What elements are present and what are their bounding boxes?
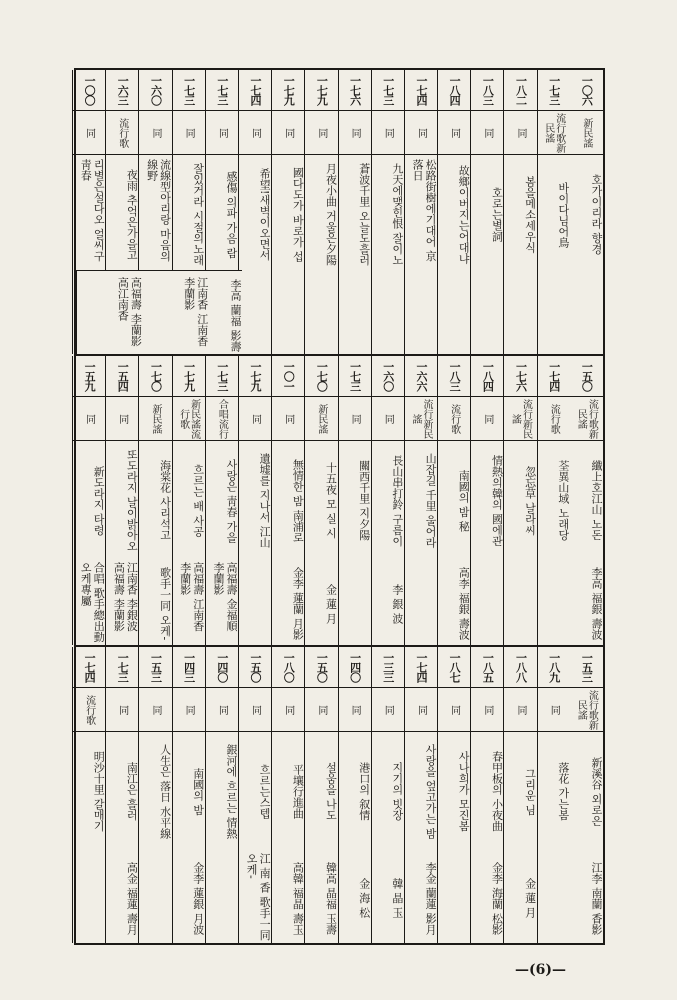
record-number: 一七〇 <box>149 361 163 391</box>
table-column <box>371 356 404 645</box>
song-title: 情熱의韓의 國에관 <box>471 440 503 556</box>
song-title: 海棠花 사리석고 <box>139 440 171 556</box>
singer-credit <box>471 556 503 645</box>
record-number: 一八八 <box>514 652 528 682</box>
record-number: 一四三 <box>182 652 196 682</box>
song-title: 國다도가 바로가 섭 <box>272 154 304 270</box>
singer-credit: 高福壽 江南香 李蘭影 <box>178 562 205 632</box>
song-title: 人生은 落日 水平線 <box>139 731 171 847</box>
singer-credit: 金 蓮 月 <box>324 583 338 624</box>
table-column <box>238 647 271 943</box>
record-number: 一六〇 <box>381 361 395 391</box>
singer-credit: 江南香 李銀波 高福壽 李蘭影 <box>112 562 139 632</box>
record-number: 一八四 <box>481 361 495 391</box>
genre-label: 同 <box>438 110 470 155</box>
song-catalog-table <box>74 68 605 945</box>
song-title: 사랑을 엎고가는 밤 <box>405 731 437 847</box>
table-column <box>371 70 404 354</box>
song-title: 호로는별詞 <box>471 154 503 270</box>
singer-credit: 金李 蓮蘭 月影 <box>291 567 305 640</box>
singer-credit <box>372 270 404 354</box>
record-number: 一八二 <box>514 75 528 105</box>
singer-credit-group: 李高 蘭福 影壽 <box>76 270 242 354</box>
record-number: 一六〇 <box>149 75 163 105</box>
song-title: 明沙十里 갈매기 <box>73 731 105 847</box>
record-number: 一五〇 <box>580 361 594 391</box>
genre-label: 流行歌 <box>438 396 470 441</box>
record-number: 一五四 <box>116 361 130 391</box>
record-number: 一六三 <box>116 75 130 105</box>
table-column <box>537 647 570 943</box>
record-number: 一四〇 <box>348 652 362 682</box>
genre-label: 同 <box>206 687 238 732</box>
record-number: 一七九 <box>182 361 196 391</box>
record-number: 一七六 <box>514 361 528 391</box>
singer-credit <box>504 270 536 354</box>
genre-label: 流行歌 <box>73 687 105 732</box>
song-title: 흐르는 배 사공 <box>173 440 205 556</box>
song-title: 平壤行進曲 <box>272 731 304 847</box>
singer-credit <box>570 270 603 354</box>
genre-label: 同 <box>106 687 138 732</box>
table-column <box>437 70 470 354</box>
table-column <box>570 356 603 645</box>
record-number: 一八四 <box>448 75 462 105</box>
singer-credit <box>438 847 470 943</box>
record-number: 一七三 <box>182 75 196 105</box>
record-number: 一七九 <box>315 75 329 105</box>
song-title: 無情한 밤 南浦로 <box>272 440 304 556</box>
singer-credit: 金李 海蘭 松影 <box>490 861 504 935</box>
singer-credit: 金李 蓮銀 月波 <box>191 861 205 935</box>
genre-label: 同 <box>73 396 105 441</box>
singer-credit <box>305 270 337 354</box>
song-title: 落花 가는봄 <box>538 731 570 847</box>
genre-label: 流行歌新民謠 <box>570 687 603 732</box>
singer-credit: 高福壽 金福順 李蘭影 <box>211 562 238 632</box>
table-column <box>404 647 437 943</box>
record-number: 一五〇 <box>249 652 263 682</box>
song-title: 山잡길 千里 울어라 <box>405 440 437 556</box>
table-column <box>138 356 171 645</box>
record-number: 一七三 <box>381 75 395 105</box>
record-number: 一七三 <box>215 361 229 391</box>
genre-label: 同 <box>239 687 271 732</box>
singer-credit <box>504 556 536 645</box>
song-title: 春甲板의 小夜曲 <box>471 731 503 847</box>
genre-label: 流行新民謠 <box>405 396 437 441</box>
table-band-middle <box>76 356 603 647</box>
record-number: 一七九 <box>249 361 263 391</box>
table-column <box>570 647 603 943</box>
genre-label: 新民謠 <box>305 396 337 441</box>
genre-label: 同 <box>471 110 503 155</box>
record-number: 一七四 <box>414 652 428 682</box>
table-column <box>138 647 171 943</box>
record-number: 一七三 <box>215 75 229 105</box>
singer-credit <box>339 270 371 354</box>
genre-label: 同 <box>73 110 105 155</box>
singer-credit: 江李 南蘭 香影 <box>590 861 603 935</box>
genre-label: 新民謠 <box>139 396 171 441</box>
genre-label: 同 <box>305 687 337 732</box>
singer-credit: 金 海 松 <box>357 878 371 918</box>
record-number: 一〇一 <box>282 361 296 391</box>
table-column <box>271 356 304 645</box>
genre-label: 流行新民謠 <box>504 396 536 441</box>
song-title: 蒼波千里 오늘도흘러 <box>339 154 371 270</box>
genre-label: 同 <box>339 687 371 732</box>
table-column <box>172 356 205 645</box>
table-column <box>304 356 337 645</box>
table-column <box>172 647 205 943</box>
genre-label: 同 <box>405 110 437 155</box>
genre-label: 同 <box>339 396 371 441</box>
table-column <box>537 356 570 645</box>
genre-label: 新民謠 <box>570 110 603 155</box>
singer-credit <box>538 270 570 354</box>
genre-label: 流行歌 <box>106 110 138 155</box>
singer-credit <box>139 847 171 943</box>
record-number: 一五九 <box>83 361 97 391</box>
record-number: 一〇〇 <box>83 75 97 105</box>
record-number: 一七三 <box>547 75 561 105</box>
genre-label: 同 <box>372 687 404 732</box>
record-number: 一八三 <box>481 75 495 105</box>
record-number: 一五〇 <box>315 652 329 682</box>
song-title: 十五夜 모 실 시 <box>305 440 337 556</box>
table-column <box>72 647 105 943</box>
song-title: 新도라지 타령 <box>73 440 105 556</box>
genre-label: 同 <box>372 396 404 441</box>
record-number: 一八九 <box>547 652 561 682</box>
table-column <box>105 647 138 943</box>
genre-label: 同 <box>139 687 171 732</box>
genre-label: 同 <box>405 687 437 732</box>
song-title: 夜雨 추억은가을고 <box>106 154 138 270</box>
singer-credit: 合唱 歌手總出動 오케專屬 <box>79 562 106 643</box>
genre-label: 同 <box>272 396 304 441</box>
singer-credit <box>73 847 105 943</box>
song-title: 잘있거라 시절의노래 <box>173 154 205 270</box>
genre-label: 流行歌 <box>538 396 570 441</box>
genre-label: 合唱流行 <box>206 396 238 441</box>
singer-credit: 李金 蘭蓮 影月 <box>424 861 438 935</box>
song-title: 纖上호江山 노돈 <box>570 440 603 556</box>
table-column <box>338 356 371 645</box>
table-band-bottom <box>76 647 603 943</box>
song-title: 바이다님어鳥 <box>538 154 570 270</box>
record-number: 一七三 <box>348 361 362 391</box>
record-number: 一七三 <box>116 652 130 682</box>
record-number: 一六六 <box>414 361 428 391</box>
table-column <box>338 70 371 354</box>
song-title: 호가이리라 향경 <box>570 154 603 270</box>
singer-credit <box>405 270 437 354</box>
page-number: —(6)— <box>515 962 566 978</box>
singer-credit <box>206 847 238 943</box>
table-column <box>271 647 304 943</box>
table-column <box>271 70 304 354</box>
table-column <box>470 647 503 943</box>
genre-label: 同 <box>471 396 503 441</box>
record-number: 一四〇 <box>215 652 229 682</box>
genre-label: 流行歌新民謠 <box>538 110 570 155</box>
record-number: 一七〇 <box>315 361 329 391</box>
genre-label: 同 <box>471 687 503 732</box>
table-column <box>304 647 337 943</box>
genre-label: 同 <box>173 687 205 732</box>
record-number: 一五三 <box>580 652 594 682</box>
record-number: 一七九 <box>282 75 296 105</box>
song-title: 사랑은 靑春 가을 <box>206 440 238 556</box>
record-number: 一七四 <box>83 652 97 682</box>
table-column <box>570 70 603 354</box>
singer-credit <box>239 556 271 645</box>
song-title: 南國의 밤 <box>173 731 205 847</box>
record-number: 一七四 <box>249 75 263 105</box>
table-column <box>503 70 536 354</box>
singer-credit <box>405 556 437 645</box>
song-title: 感傷 의파 가음 람 <box>206 154 238 270</box>
singer-credit: 金 蓮 月 <box>523 878 537 918</box>
singer-credit: 李高 福銀 壽波 <box>590 567 603 640</box>
genre-label: 同 <box>504 110 536 155</box>
song-title: 荃異山域 노래당 <box>538 440 570 556</box>
record-number: 一八七 <box>448 652 462 682</box>
song-title: 忽忘草 날라씨 <box>504 440 536 556</box>
record-number: 一七六 <box>348 75 362 105</box>
table-band-top <box>76 70 603 356</box>
song-title: 그리운 님 <box>504 731 536 847</box>
song-title: 遺墟를 지나서 江山 <box>239 440 271 556</box>
table-column <box>205 647 238 943</box>
table-column <box>238 356 271 645</box>
singer-credit <box>538 556 570 645</box>
singer-credit <box>239 270 271 354</box>
singer-credit <box>272 270 304 354</box>
song-title: 九天에맺힌恨 잘이노 <box>372 154 404 270</box>
table-column <box>437 356 470 645</box>
record-number: 一八三 <box>448 361 462 391</box>
table-column <box>503 356 536 645</box>
singer-credit-group: 江南香 江南香 李蘭影 <box>76 270 209 354</box>
genre-label: 同 <box>504 687 536 732</box>
song-title: 流線型아리랑 마음의線野 <box>139 154 171 270</box>
singer-credit <box>471 270 503 354</box>
song-title: 흐르는스텝 <box>239 731 271 847</box>
genre-label: 同 <box>438 687 470 732</box>
genre-label: 同 <box>272 110 304 155</box>
song-title: 사나희가 모진봄 <box>438 731 470 847</box>
song-title: 南國의 밤 秘 <box>438 440 470 556</box>
table-column <box>404 70 437 354</box>
record-number: 一七四 <box>547 361 561 391</box>
singer-credit: 高李 福銀 壽波 <box>457 567 471 640</box>
genre-label: 同 <box>538 687 570 732</box>
record-number: 一〇六 <box>580 75 594 105</box>
genre-label: 同 <box>106 396 138 441</box>
song-title: 지기의 빗장 <box>372 731 404 847</box>
genre-label: 流行歌新民謠 <box>570 396 603 441</box>
song-title: 港口의 叙情 <box>339 731 371 847</box>
genre-label: 同 <box>206 110 238 155</box>
table-column <box>205 356 238 645</box>
singer-credit <box>538 847 570 943</box>
record-number: 一五三 <box>149 652 163 682</box>
table-column <box>537 70 570 354</box>
genre-label: 新民謠流行歌 <box>173 396 205 441</box>
table-column <box>503 647 536 943</box>
song-title: 故鄉이버지는어대냐 <box>438 154 470 270</box>
song-title: 리별은설다오 얼씨구 靑春 <box>73 154 105 270</box>
genre-label: 同 <box>139 110 171 155</box>
table-column <box>238 70 271 354</box>
table-column <box>105 356 138 645</box>
record-number: 一三三 <box>381 652 395 682</box>
record-number: 一八五 <box>481 652 495 682</box>
singer-credit <box>339 556 371 645</box>
singer-credit-group: 高福壽 李蘭影 高江南香 <box>76 270 142 354</box>
song-title: 南江은 흘러 <box>106 731 138 847</box>
table-column <box>404 356 437 645</box>
song-title: 봄을메소세우식 <box>504 154 536 270</box>
singer-credit: 韓高 晶福 玉壽 <box>324 861 338 935</box>
song-title: 松路街樹에기대어 京落日 <box>405 154 437 270</box>
song-title: 설움을 나도 <box>305 731 337 847</box>
table-column <box>371 647 404 943</box>
singer-credit: 高韓 福晶 壽玉 <box>291 861 305 935</box>
record-number: 一七四 <box>414 75 428 105</box>
genre-label: 同 <box>173 110 205 155</box>
genre-label: 同 <box>305 110 337 155</box>
table-column <box>304 70 337 354</box>
genre-label: 同 <box>239 396 271 441</box>
singer-credit: 高金 福蓮 壽月 <box>125 861 139 935</box>
singer-credit: 韓 晶 玉 <box>390 878 404 918</box>
song-title: 또도라지 날이밝아오 <box>106 440 138 556</box>
genre-label: 同 <box>239 110 271 155</box>
genre-label: 同 <box>372 110 404 155</box>
song-title: 希望!새벽이오면서 <box>239 154 271 270</box>
song-title: 關西千里 지夕陽 <box>339 440 371 556</box>
table-column <box>72 356 105 645</box>
singer-credit: 李 銀 波 <box>390 583 404 624</box>
singer-credit: 江 南 香 歌手一同 오케- <box>245 853 272 941</box>
genre-label: 同 <box>272 687 304 732</box>
table-column <box>470 356 503 645</box>
song-title: 長山串打鈴 구름이 <box>372 440 404 556</box>
song-title: 新溪谷 외로은 <box>570 731 603 847</box>
record-number: 一八〇 <box>282 652 296 682</box>
singer-credit <box>438 270 470 354</box>
table-column <box>338 647 371 943</box>
singer-credit: 歌手一同 오케- <box>158 566 172 641</box>
table-column <box>470 70 503 354</box>
genre-label: 同 <box>339 110 371 155</box>
table-column <box>437 647 470 943</box>
song-title: 月夜小曲 거울은夕陽 <box>305 154 337 270</box>
song-title: 銀河에 흐르는 情熱 <box>206 731 238 847</box>
